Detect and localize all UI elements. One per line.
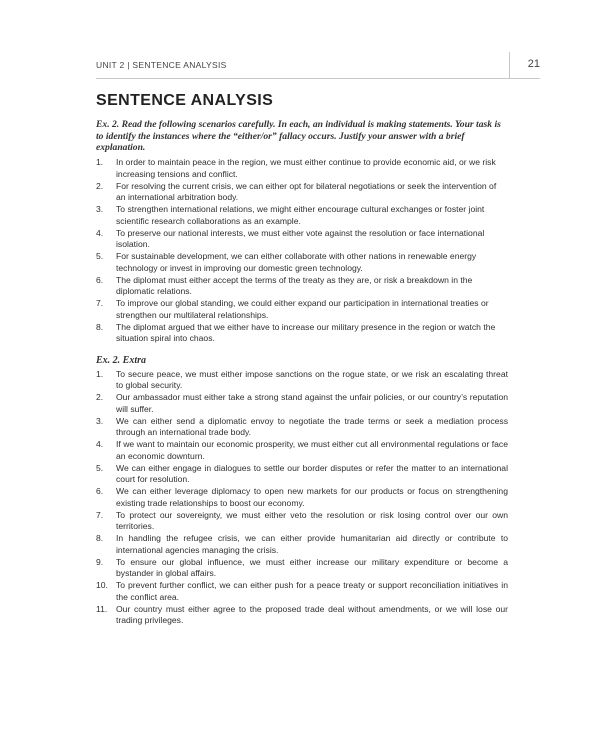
- item-text: We can either engage in dialogues to settle our border disputes or refer the matter to an international court for resolution.: [116, 462, 508, 485]
- list-item: [96, 439, 508, 462]
- list-item: [96, 557, 508, 580]
- item-text: To ensure our global influence, we must either increase our military expenditure or become a bystander in global affairs.: [116, 556, 508, 579]
- item-text: The diplomat argued that we either have to increase our military presence in the region or watch the situation spiral into chaos.: [116, 321, 496, 344]
- list-item: [96, 322, 508, 345]
- item-number: 7.: [96, 298, 104, 309]
- section-title: SENTENCE ANALYSIS: [96, 92, 274, 109]
- page-content: [96, 92, 508, 627]
- list-item: [96, 157, 508, 180]
- item-number: 5.: [96, 251, 104, 262]
- list-item: [96, 416, 508, 439]
- list-item: [96, 275, 508, 298]
- item-number: 5.: [96, 462, 104, 473]
- list-item: [96, 510, 508, 533]
- list-item: [96, 251, 508, 274]
- item-text: The diplomat must either accept the terms of the treaty as they are, or risk a breakdown in the diplomatic relations.: [116, 274, 473, 297]
- item-number: 1.: [96, 157, 104, 168]
- item-number: 8.: [96, 533, 104, 544]
- item-number: 4.: [96, 227, 104, 238]
- item-text: For sustainable development, we can either collaborate with other nations in renewable energy technology or invest in improving our domestic green technology.: [116, 251, 477, 273]
- item-number: 8.: [96, 321, 104, 332]
- exercise-instructions: Ex. 2. Read the following scenarios carefully. In each, an individual is making statements. Your task is to identify the instances where the “either/or” fallacy occurs. Justify your answer with a brief explanation.: [96, 119, 501, 154]
- item-number: 3.: [96, 415, 104, 426]
- item-text: To secure peace, we must either impose sanctions on the rogue state, or we risk an escalating threat to global security.: [116, 368, 508, 391]
- list-item: [96, 604, 508, 627]
- item-number: 9.: [96, 556, 104, 567]
- exercise-extra-heading: Ex. 2. Extra: [96, 354, 147, 366]
- list-item: [96, 463, 508, 486]
- list-item: [96, 181, 508, 204]
- page-number: 21: [527, 58, 540, 70]
- list-item: [96, 392, 508, 415]
- exercise-1-list: [96, 157, 508, 345]
- item-number: 7.: [96, 509, 104, 520]
- item-text: We can either leverage diplomacy to open new markets for our products or focus on strengthening existing trade relationships to boost our economy.: [116, 486, 508, 508]
- item-text: To protect our sovereignty, we must either veto the resolution or risk losing control over our own territories.: [116, 509, 508, 532]
- item-text: If we want to maintain our economic prosperity, we must either cut all environmental regulations or face an economic downturn.: [116, 439, 508, 461]
- list-item: [96, 204, 508, 227]
- list-item: [96, 533, 508, 556]
- item-text: Our ambassador must either take a strong stand against the unfair policies, or our country’s reputation will suffer.: [116, 392, 508, 414]
- item-text: To preserve our national interests, we must either vote against the resolution or face international isolation.: [116, 227, 485, 250]
- list-item: [96, 228, 508, 251]
- item-number: 11.: [96, 603, 108, 614]
- item-number: 2.: [96, 392, 104, 403]
- item-text: Our country must either agree to the proposed trade deal without amendments, or we will lose our trading privileges.: [116, 603, 508, 626]
- item-number: 6.: [96, 486, 104, 497]
- item-number: 1.: [96, 368, 104, 379]
- item-text: In handling the refugee crisis, we can either provide humanitarian aid directly or contribute to international agencies managing the crisis.: [116, 533, 508, 555]
- exercise-2-list: [96, 369, 508, 627]
- item-text: For resolving the current crisis, we can either opt for bilateral negotiations or seek the intervention of an international arbitration body.: [116, 180, 497, 203]
- page-header: [96, 58, 540, 79]
- running-header-title: UNIT 2 | SENTENCE ANALYSIS: [96, 60, 227, 70]
- list-item: [96, 486, 508, 509]
- item-number: 3.: [96, 204, 104, 215]
- item-text: To strengthen international relations, we might either encourage cultural exchanges or foster joint scientific research collaborations as an example.: [116, 204, 485, 226]
- item-number: 6.: [96, 274, 104, 285]
- list-item: [96, 580, 508, 603]
- item-text: To improve our global standing, we could either expand our participation in international treaties or strengthen our multilateral relationships.: [116, 298, 489, 320]
- item-number: 10.: [96, 580, 108, 591]
- header-divider: [509, 52, 510, 78]
- item-text: We can either send a diplomatic envoy to negotiate the trade terms or seek a mediation process through an international trade body.: [116, 415, 508, 438]
- item-text: To prevent further conflict, we can either push for a peace treaty or support reconciliation initiatives in the conflict area.: [116, 580, 508, 602]
- item-number: 2.: [96, 180, 104, 191]
- item-text: In order to maintain peace in the region, we must either continue to provide economic aid, or we risk increasing tensions and conflict.: [116, 157, 496, 179]
- list-item: [96, 369, 508, 392]
- list-item: [96, 298, 508, 321]
- item-number: 4.: [96, 439, 104, 450]
